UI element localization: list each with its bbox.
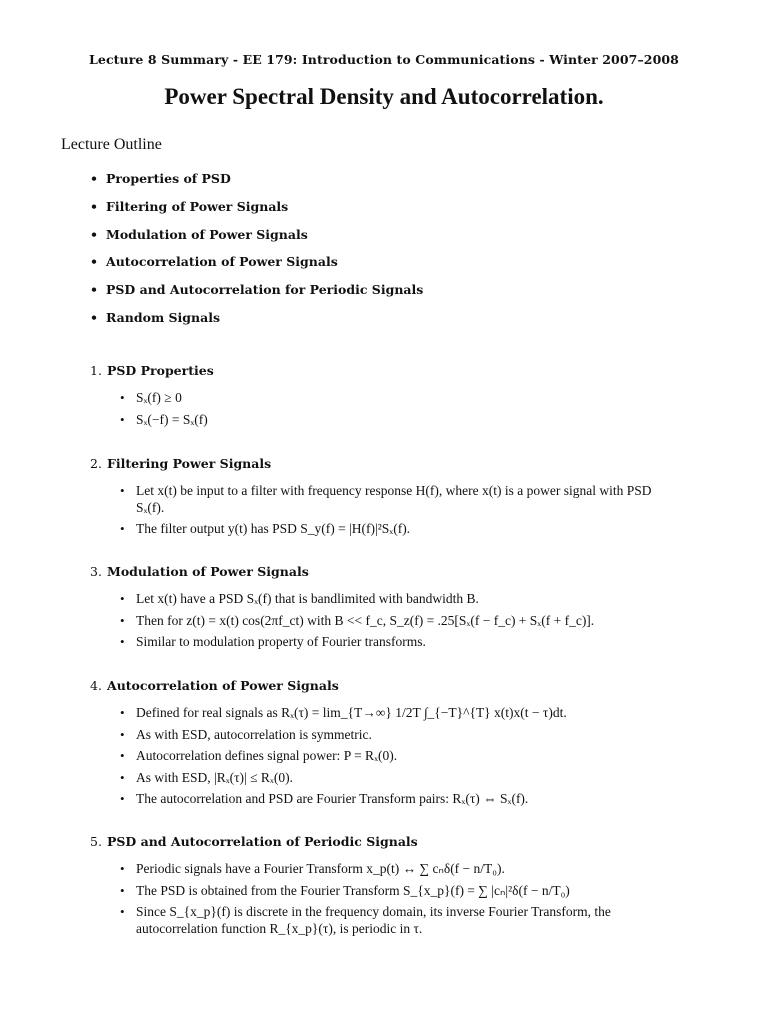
bullet-icon: • <box>90 226 98 242</box>
page-title: Power Spectral Density and Autocorrelation. <box>164 84 604 109</box>
section-items <box>120 591 680 656</box>
list-item: • As with ESD, autocorrelation is symmetric. <box>120 726 372 742</box>
list-item: • The autocorrelation and PSD are Fourier Transform pairs: Rₓ(τ) ⇔ Sₓ(f). <box>120 791 529 806</box>
bullet-icon: • <box>120 882 125 898</box>
outline-item: • Autocorrelation of Power Signals <box>90 254 338 270</box>
list-item: • Sₓ(f) ≥ 0 <box>120 390 182 405</box>
section-modulation <box>90 563 690 649</box>
section-heading: 1. PSD Properties <box>90 363 214 378</box>
list-item: • Periodic signals have a Fourier Transform x_p(t) ↔ ∑ cₙδ(f − n/T₀). <box>120 861 505 876</box>
outline-item: • Filtering of Power Signals <box>90 198 289 214</box>
list-item: • As with ESD, |Rₓ(τ)| ≤ Rₓ(0). <box>120 769 293 785</box>
list-item: • Similar to modulation property of Fourier transforms. <box>120 634 426 649</box>
list-item: • The filter output y(t) has PSD S_y(f) = |H(f)|²Sₓ(f). <box>120 521 411 536</box>
outline-item: • Properties of PSD <box>90 171 231 186</box>
section-filtering <box>90 455 690 536</box>
list-item: • Sₓ(−f) = Sₓ(f) <box>120 411 208 427</box>
bullet-icon: • <box>90 254 98 270</box>
bullet-icon: • <box>120 705 125 720</box>
bullet-icon: • <box>90 171 98 186</box>
section-heading: 4. Autocorrelation of Power Signals <box>90 678 339 693</box>
list-item: • Autocorrelation defines signal power: P = Rₓ(0). <box>120 748 398 763</box>
bullet-icon: • <box>120 791 125 806</box>
bullet-icon: • <box>120 748 125 763</box>
section-items <box>120 483 680 543</box>
bullet-icon: • <box>120 521 125 536</box>
bullet-icon: • <box>120 634 125 649</box>
section-items <box>120 861 680 942</box>
section-heading: 2. Filtering Power Signals <box>90 456 272 471</box>
section-psd-properties <box>90 362 690 427</box>
list-item: • Let x(t) be input to a filter with frequency response H(f), where x(t) is a power signal with PSD Sₓ(f). <box>120 483 652 515</box>
list-item: • Defined for real signals as Rₓ(τ) = lim_{T→∞} 1/2T ∫_{−T}^{T} x(t)x(t − τ)dt. <box>120 705 567 720</box>
outline-list <box>90 170 423 337</box>
section-autocorrelation <box>90 677 690 806</box>
section-heading: 5. PSD and Autocorrelation of Periodic Signals <box>90 834 418 849</box>
bullet-icon: • <box>120 726 125 742</box>
outline-heading: Lecture Outline <box>61 136 162 153</box>
list-item: • Then for z(t) = x(t) cos(2πf_ct) with B << f_c, S_z(f) = .25[Sₓ(f − f_c) + Sₓ(f + f_c)]. <box>120 612 595 628</box>
bullet-icon: • <box>120 861 125 876</box>
bullet-icon: • <box>120 612 125 628</box>
bullet-icon: • <box>120 483 125 498</box>
section-periodic-signals <box>90 833 690 936</box>
bullet-icon: • <box>90 282 98 298</box>
section-items <box>120 705 680 813</box>
outline-item: • Random Signals <box>90 309 221 325</box>
list-item: • The PSD is obtained from the Fourier Transform S_{x_p}(f) = ∑ |cₙ|²δ(f − n/T₀) <box>120 882 570 898</box>
section-items <box>120 390 680 433</box>
lecture-header: Lecture 8 Summary - EE 179: Introduction to Communications - Winter 2007–2008 <box>89 52 679 67</box>
list-item: • Since S_{x_p}(f) is discrete in the frequency domain, its inverse Fourier Transform, the autocorrelation function R_{x_p}(τ), is periodic in τ. <box>120 904 611 936</box>
bullet-icon: • <box>120 390 125 405</box>
bullet-icon: • <box>120 769 125 785</box>
bullet-icon: • <box>120 411 125 427</box>
bullet-icon: • <box>120 904 125 919</box>
bullet-icon: • <box>120 591 125 606</box>
outline-item: • PSD and Autocorrelation for Periodic Signals <box>90 282 424 298</box>
bullet-icon: • <box>90 309 98 325</box>
list-item: • Let x(t) have a PSD Sₓ(f) that is bandlimited with bandwidth B. <box>120 591 479 606</box>
bullet-icon: • <box>90 198 98 214</box>
outline-item: • Modulation of Power Signals <box>90 226 308 242</box>
section-heading: 3. Modulation of Power Signals <box>90 564 309 579</box>
